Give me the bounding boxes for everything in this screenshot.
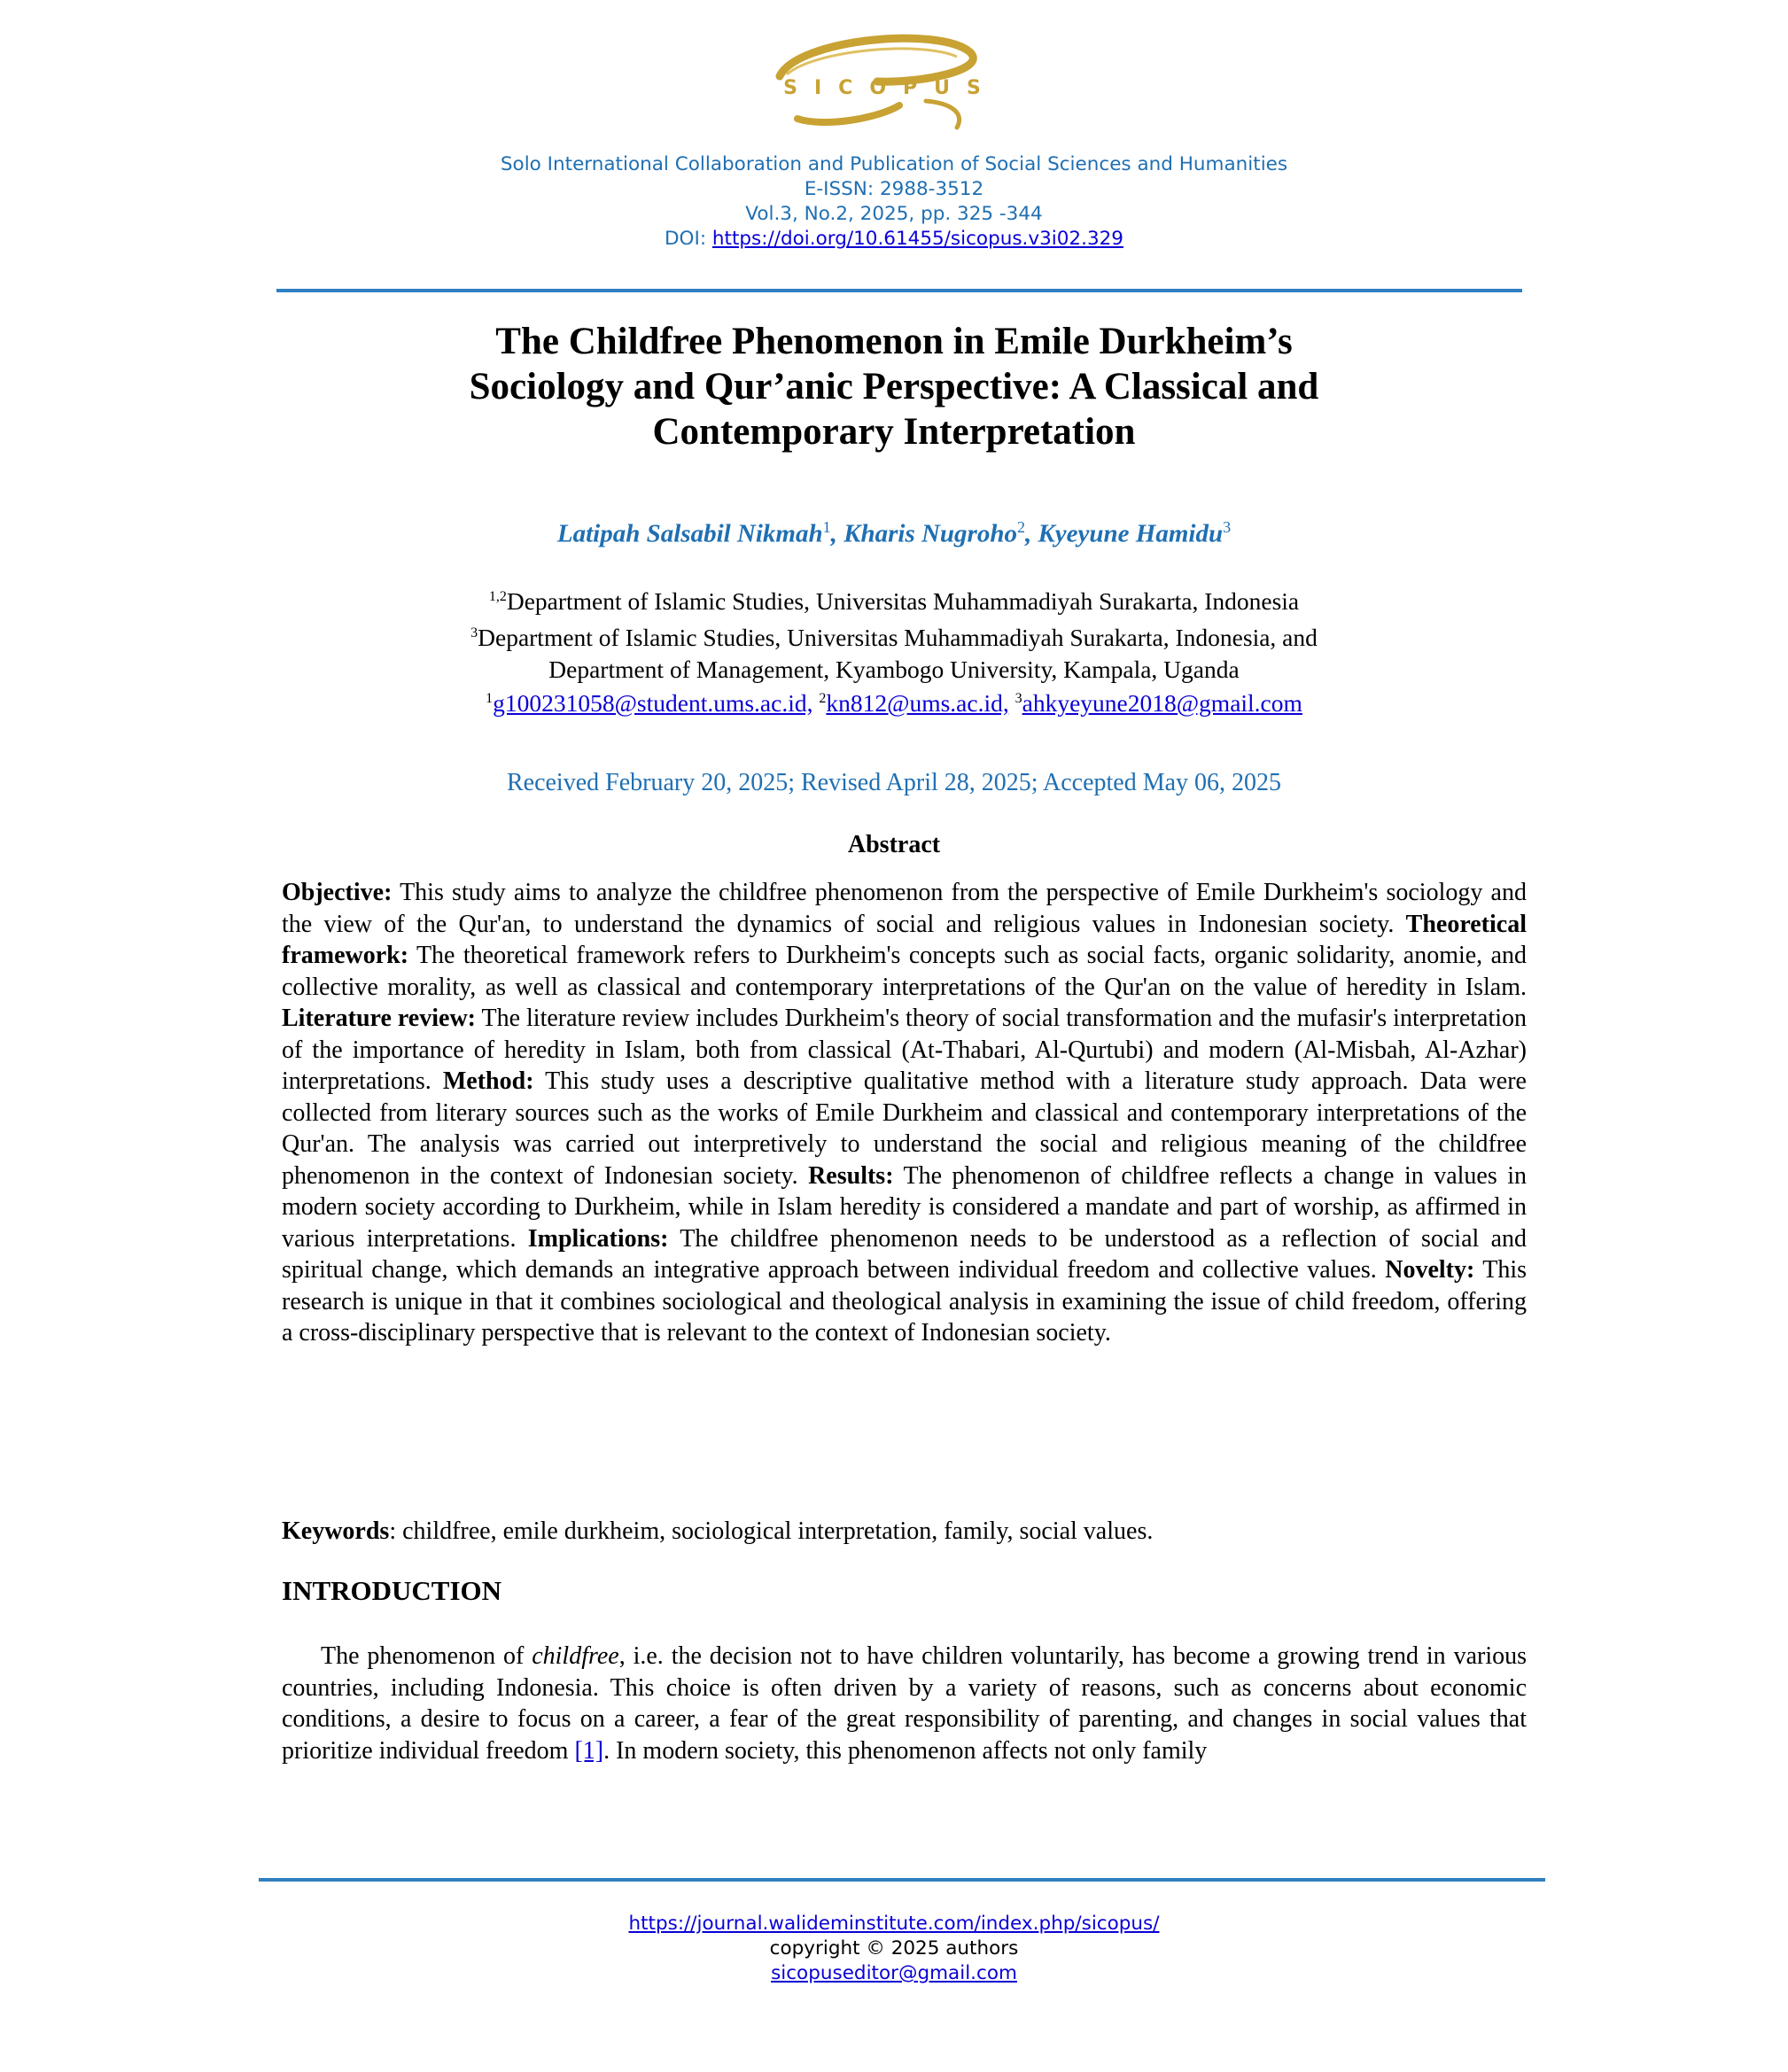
citation-link[interactable]: [1] [574,1736,604,1765]
copyright: copyright © 2025 authors [769,1937,1019,1959]
title-line-3: Contemporary Interpretation [652,411,1136,453]
lit-text: The literature review includes Durkheim's theory of social transformation and the mufasir's interpretation of the importance of heredity in Islam, both from classical (At-Thabari, Al-Qurtubi) and modern (Al-Misbah, Al-Azhar) interpretations. [282,1005,1528,1095]
results-text: The phenomenon of childfree reflects a change in values in modern society according to Durkheim, while in Islam heredity is considered a mandate and part of worship, as affirmed in various interpretations. [282,1161,1527,1253]
email-link[interactable]: kn812@ums.ac.id, [826,689,1009,717]
author-sep: , [830,519,844,548]
page-footer [266,1912,1522,1986]
eissn: E-ISSN: 2988-3512 [804,178,984,200]
theory-label: Theoretical framework: [282,910,1527,969]
doi-link[interactable]: https://doi.org/10.61455/sicopus.v3i02.329 [711,228,1123,250]
keywords [282,1516,1527,1548]
sicopus-logo [744,30,1037,154]
journal-url-link[interactable]: https://journal.walideminstitute.com/index.php/sicopus/ [628,1913,1160,1935]
journal-name: Solo International Collaboration and Publication of Social Sciences and Humanities [500,153,1288,175]
title-line-1: The Childfree Phenomenon in Emile Durkheim’s [495,321,1293,362]
objective-text: This study aims to analyze the childfree phenomenon from the perspective of Emile Durkheim's sociology and the view of the Qur'an, to understand the dynamics of social and religious values in Indonesian society. [282,879,1527,938]
novelty-text: This research is unique in that it combines sociological and theological analysis in examining the issue of child freedom, offering a cross-disciplinary perspective that is relevant to the context of Indonesian society. [282,1256,1527,1346]
editor-email-link[interactable]: sicopuseditor@gmail.com [771,1962,1017,1984]
affiliation-2 [266,617,1522,654]
email-sup: 3 [1014,690,1022,706]
title-line-2: Sociology and Qur’anic Perspective: A Classical and [469,366,1319,407]
email-sup: 1 [486,690,494,706]
journal-info [266,152,1522,252]
email-link[interactable]: g100231058@student.ums.ac.id, [493,689,813,717]
email-sup: 2 [819,690,827,706]
affiliation-text: Department of Islamic Studies, Universitas Muhammadiyah Surakarta, Indonesia, and [478,624,1318,652]
author-emails [266,689,1522,718]
affiliation-sup: 3 [470,625,478,641]
affiliations [266,581,1522,686]
author-name: Latipah Salsabil Nikmah [556,519,823,548]
objective-label: Objective: [282,879,393,906]
abstract-body [282,877,1527,1349]
email-link[interactable]: ahkyeyune2018@gmail.com [1022,689,1302,717]
logo-text: SICOPUS [783,77,998,99]
theory-text: The theoretical framework refers to Durkheim's concepts such as social facts, organic solidarity, anomie, and collective morality, as well as classical and contemporary interpretations of the Qur'an on the value of heredity in Islam. [282,942,1527,1001]
affiliation-1 [266,581,1522,617]
submission-dates: Received February 20, 2025; Revised April 28, 2025; Accepted May 06, 2025 [506,769,1282,796]
intro-text: . In modern society, this phenomenon affects not only family [603,1736,1208,1765]
author-name: Kyeyune Hamidu [1038,519,1224,548]
author-sup: 1 [822,518,831,536]
doi-label: DOI: [665,228,712,250]
author-list [266,518,1522,549]
keywords-text: : childfree, emile durkheim, sociological interpretation, family, social values. [389,1517,1154,1545]
abstract-heading: Abstract [847,831,941,858]
intro-text: The phenomenon of [321,1642,533,1670]
introduction-heading: INTRODUCTION [282,1575,502,1606]
method-label: Method: [442,1067,534,1095]
footer-divider [259,1878,1545,1882]
author-sep: , [1024,519,1038,548]
doi-line [266,227,1522,252]
author-sup: 2 [1016,518,1025,536]
implications-text: The childfree phenomenon needs to be understood as a reflection of social and spiritual change, which demands an integrative approach between individual freedom and collective values. [282,1224,1528,1284]
results-label: Results: [808,1161,894,1190]
author-sup: 3 [1223,518,1232,536]
affiliation-text: Department of Islamic Studies, Universitas Muhammadiyah Surakarta, Indonesia [506,587,1300,616]
author-name: Kharis Nugroho [843,519,1017,548]
affiliation-2-cont: Department of Management, Kyambogo University, Kampala, Uganda [548,656,1240,684]
novelty-label: Novelty: [1385,1256,1475,1284]
paper-title [266,319,1522,454]
intro-italic: childfree [532,1642,619,1670]
introduction-paragraph [282,1641,1527,1766]
implications-label: Implications: [527,1224,669,1253]
lit-label: Literature review: [282,1005,476,1032]
intro-text: , i.e. the decision not to have children voluntarily, has become a growing trend in various countries, including Indonesia. This choice is often driven by a variety of reasons, such as concerns about economic conditions, a desire to focus on a career, a fear of the great responsibility of parenting, and changes in social values that prioritize individual freedom [282,1642,1527,1765]
keywords-label: Keywords [282,1517,390,1545]
volume-pages: Vol.3, No.2, 2025, pp. 325 -344 [745,203,1043,225]
method-text: This study uses a descriptive qualitative method with a literature study approach. Data were collected from literary sources such as the works of Emile Durkheim and classical and contemporary interpretations of the Qur'an. The analysis was carried out interpretively to understand the social and religious meaning of the childfree phenomenon in the context of Indonesian society. [282,1067,1527,1190]
affiliation-sup: 1,2 [488,589,507,604]
header-divider [276,289,1522,292]
